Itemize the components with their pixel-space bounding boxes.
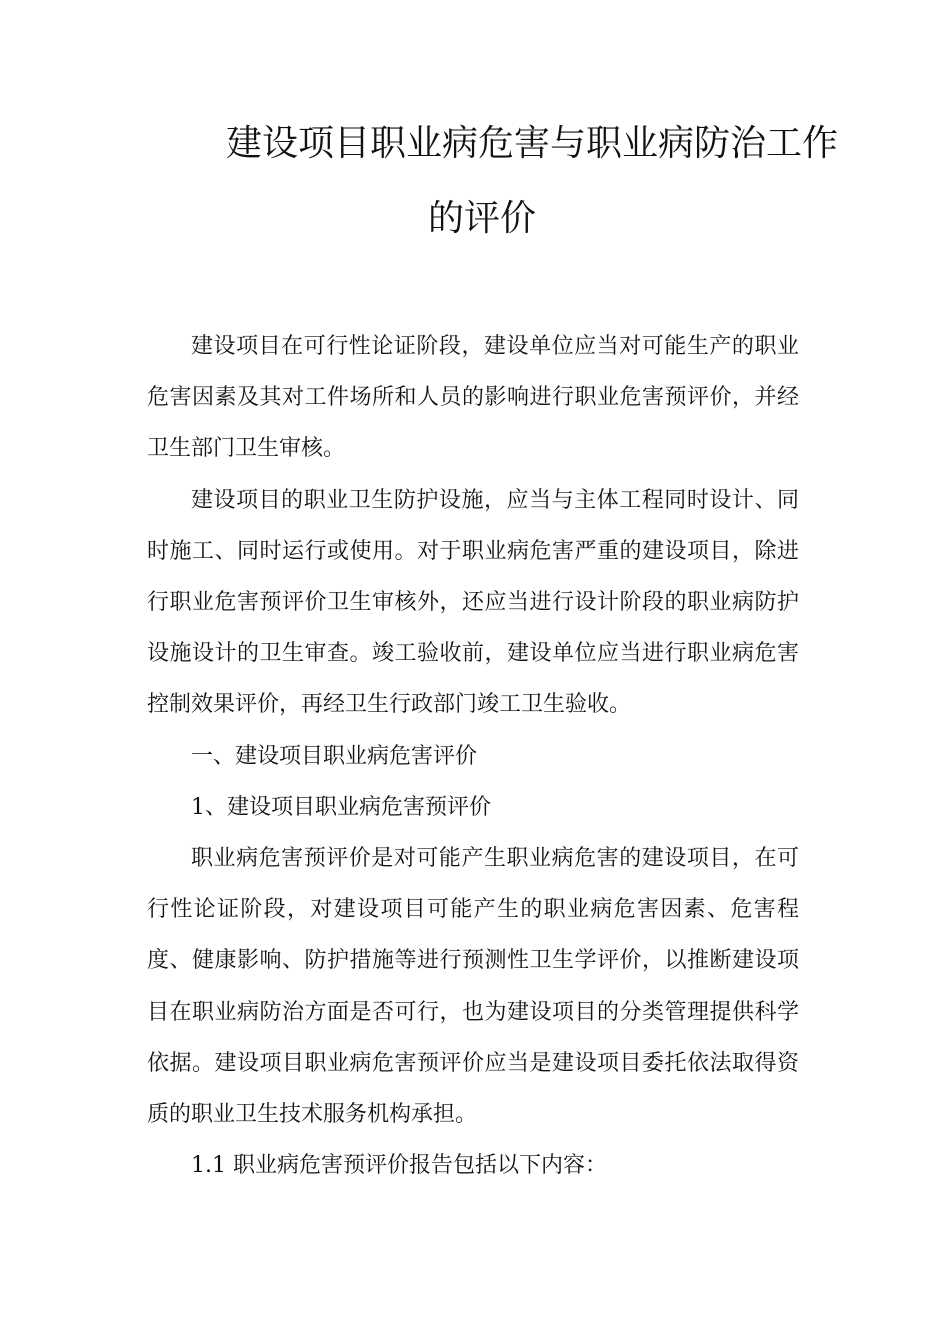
document-body bbox=[147, 321, 799, 1191]
section-heading-1: 一、建设项目职业病危害评价 bbox=[191, 743, 478, 769]
paragraph-feasibility: 建设项目在可行性论证阶段，建设单位应当对可能生产的职业危害因素及其对工件场所和人员的影响进行职业危害预评价，并经卫生部门卫生审核。 bbox=[147, 334, 799, 462]
document-title-line-2: 的评价 bbox=[428, 198, 537, 239]
document-title-line-1: 建设项目职业病危害与职业病防治工作 bbox=[226, 123, 839, 164]
subsection-heading-1: 1、建设项目职业病危害预评价 bbox=[191, 794, 491, 820]
paragraph-protection-facilities: 建设项目的职业卫生防护设施，应当与主体工程同时设计、同时施工、同时运行或使用。对于职业病危害严重的建设项目，除进行职业危害预评价卫生审核外，还应当进行设计阶段的职业病防护设施设计的卫生审查。竣工验收前，建设单位应当进行职业病危害控制效果评价，再经卫生行政部门竣工卫生验收。 bbox=[147, 487, 799, 718]
subsection-heading-1-1: 1.1 职业病危害预评价报告包括以下内容： bbox=[191, 1153, 607, 1179]
paragraph-pre-evaluation: 职业病危害预评价是对可能产生职业病危害的建设项目，在可行性论证阶段，对建设项目可能产生的职业病危害因素、危害程度、健康影响、防护措施等进行预测性卫生学评价，以推断建设项目在职业病防治方面是否可行，也为建设项目的分类管理提供科学依据。建设项目职业病危害预评价应当是建设项目委托依法取得资质的职业卫生技术服务机构承担。 bbox=[147, 846, 799, 1128]
